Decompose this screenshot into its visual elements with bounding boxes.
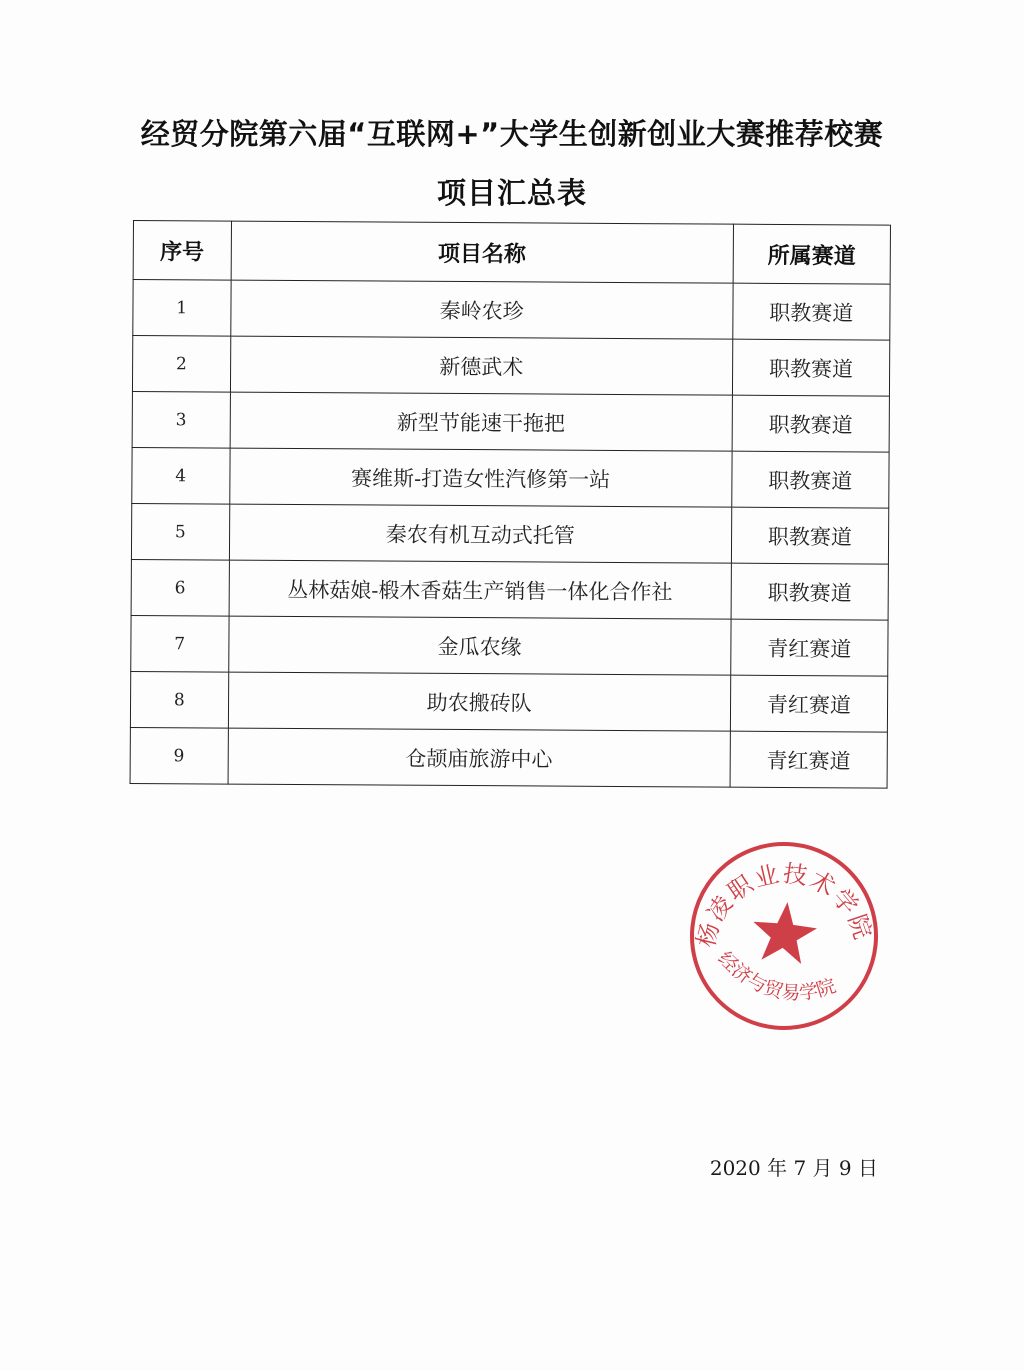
row-no: 8 bbox=[130, 671, 228, 728]
table-row bbox=[131, 503, 888, 564]
row-project-name: 新型节能速干拖把 bbox=[230, 392, 733, 451]
row-track: 职教赛道 bbox=[731, 563, 889, 620]
header-track: 所属赛道 bbox=[733, 224, 891, 284]
row-project-name: 秦岭农珍 bbox=[230, 280, 733, 339]
document-date: 2020 年 7 月 9 日 bbox=[709, 1156, 878, 1180]
row-no: 7 bbox=[131, 615, 229, 672]
row-track: 职教赛道 bbox=[732, 395, 890, 452]
row-no: 5 bbox=[131, 503, 229, 560]
row-no: 4 bbox=[132, 447, 230, 504]
seal-outer-text: 杨凌职业技术学院 bbox=[691, 859, 878, 951]
star-icon bbox=[749, 899, 819, 965]
row-project-name: 赛维斯-打造女性汽修第一站 bbox=[229, 448, 732, 507]
table-header-row bbox=[133, 221, 890, 285]
row-project-name: 金瓜农缘 bbox=[228, 616, 731, 675]
row-project-name: 丛林菇娘-椴木香菇生产销售一体化合作社 bbox=[229, 560, 732, 619]
document-subtitle: 项目汇总表 bbox=[436, 176, 587, 210]
row-no: 9 bbox=[130, 727, 228, 784]
table-row bbox=[131, 559, 888, 620]
row-no: 2 bbox=[132, 336, 230, 393]
document-title: 经贸分院第六届“互联网+”大学生创新创业大赛推荐校赛 bbox=[140, 117, 884, 151]
header-project-name: 项目名称 bbox=[231, 221, 734, 283]
row-track: 青红赛道 bbox=[731, 619, 889, 676]
table-row bbox=[133, 280, 890, 341]
table-row bbox=[131, 615, 888, 676]
row-project-name: 新德武术 bbox=[230, 336, 733, 395]
seal-inner-text: 经济与贸易学院 bbox=[713, 947, 839, 1005]
table-row bbox=[132, 447, 889, 508]
table-row bbox=[132, 336, 889, 397]
project-summary-table bbox=[130, 220, 891, 789]
row-project-name: 仓颉庙旅游中心 bbox=[228, 728, 731, 787]
table-row bbox=[132, 391, 889, 452]
row-track: 职教赛道 bbox=[733, 283, 891, 340]
row-project-name: 秦农有机互动式托管 bbox=[229, 504, 732, 563]
table-row bbox=[130, 671, 887, 732]
row-no: 1 bbox=[133, 280, 231, 337]
row-track: 职教赛道 bbox=[732, 339, 890, 396]
row-track: 青红赛道 bbox=[730, 731, 888, 788]
table-row bbox=[130, 727, 887, 788]
row-no: 3 bbox=[132, 391, 230, 448]
header-no: 序号 bbox=[133, 221, 231, 281]
row-project-name: 助农搬砖队 bbox=[228, 672, 731, 731]
official-seal-stamp bbox=[686, 838, 882, 1034]
row-track: 职教赛道 bbox=[732, 451, 890, 508]
row-no: 6 bbox=[131, 559, 229, 616]
row-track: 职教赛道 bbox=[731, 507, 889, 564]
row-track: 青红赛道 bbox=[730, 675, 888, 732]
